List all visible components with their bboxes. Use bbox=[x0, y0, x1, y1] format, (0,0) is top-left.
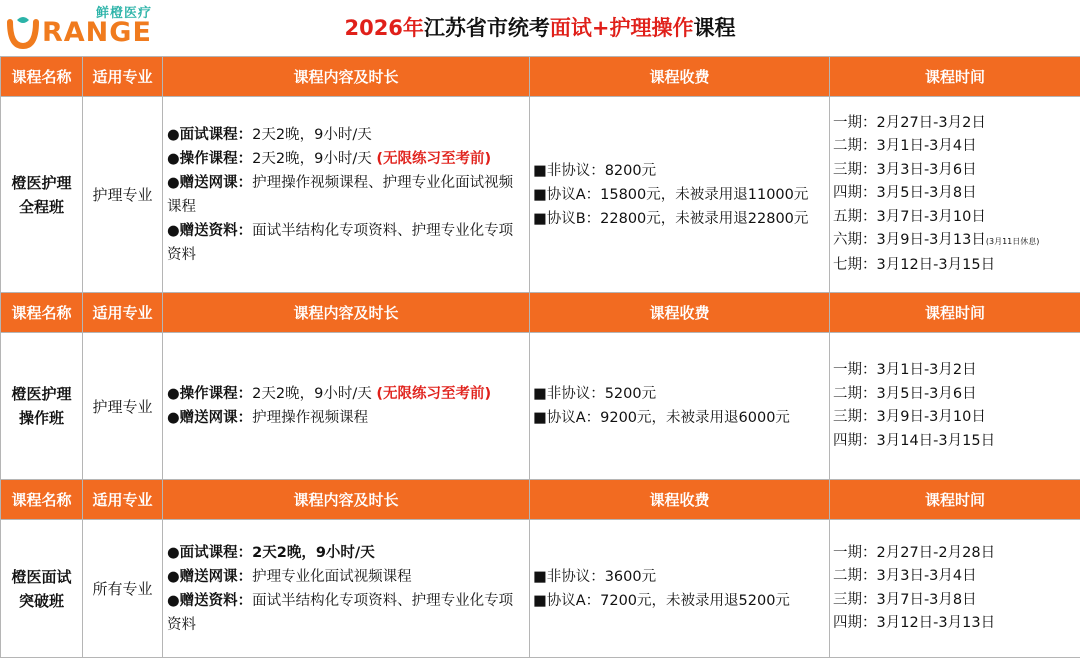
content-practice: ●操作课程：2天2晚，9小时/天 (无限练习至考前) bbox=[167, 150, 492, 167]
course-name: 橙医面试 突破班 bbox=[1, 520, 83, 658]
content-material: ●赠送资料：面试半结构化专项资料、护理专业化专项资料 bbox=[167, 592, 514, 633]
content-interview: ●面试课程：2天2晚，9小时/天 bbox=[167, 544, 375, 561]
header-content: 课程内容及时长 bbox=[163, 480, 530, 520]
header-major: 适用专业 bbox=[83, 480, 163, 520]
content-interview: ●面试课程：2天2晚，9小时/天 bbox=[167, 126, 372, 143]
course-schedule: 一期：2月27日-3月2日 二期：3月1日-3月4日 三期：3月3日-3月6日 四期：3月5日-3月8日 五期：3月7日-3月10日 六期：3月9日-3月13日(3月11日休息) 七期：3月12日-3月15日 bbox=[830, 97, 1080, 293]
course-major: 护理专业 bbox=[83, 333, 163, 480]
course-name: 橙医护理 全程班 bbox=[1, 97, 83, 293]
content-online: ●赠送网课：护理操作视频课程 bbox=[167, 410, 369, 426]
header-schedule: 课程时间 bbox=[830, 293, 1080, 333]
course-major: 所有专业 bbox=[83, 520, 163, 658]
header-content: 课程内容及时长 bbox=[163, 293, 530, 333]
course-name: 橙医护理 操作班 bbox=[1, 333, 83, 480]
page-header bbox=[0, 0, 1080, 56]
brand-name: RANGE bbox=[42, 17, 152, 48]
brand-subtitle: 鲜橙医疗 bbox=[96, 6, 153, 21]
course-schedule: 一期：3月1日-3月2日 二期：3月5日-3月6日 三期：3月9日-3月10日 四期：3月14日-3月15日 bbox=[830, 333, 1080, 480]
table-header-row bbox=[1, 480, 1080, 520]
header-schedule: 课程时间 bbox=[830, 480, 1080, 520]
content-online: ●赠送网课：护理操作视频课程、护理专业化面试视频课程 bbox=[167, 174, 514, 215]
course-content bbox=[163, 520, 530, 658]
header-course-name: 课程名称 bbox=[1, 480, 83, 520]
schedule-note: (3月11日休息) bbox=[985, 237, 1040, 247]
header-schedule: 课程时间 bbox=[830, 57, 1080, 97]
header-fee: 课程收费 bbox=[530, 293, 830, 333]
title-year: 2026年 bbox=[344, 16, 424, 40]
table-row bbox=[1, 333, 1080, 480]
course-table bbox=[0, 56, 1080, 658]
title-region: 江苏省市统考 bbox=[423, 16, 550, 40]
content-material: ●赠送资料：面试半结构化专项资料、护理专业化专项资料 bbox=[167, 222, 514, 263]
course-content bbox=[163, 97, 530, 293]
content-practice: ●操作课程：2天2晚，9小时/天 (无限练习至考前) bbox=[167, 386, 492, 402]
course-content bbox=[163, 333, 530, 480]
table-header-row bbox=[1, 57, 1080, 97]
table-row bbox=[1, 520, 1080, 658]
table-row bbox=[1, 97, 1080, 293]
content-online: ●赠送网课：护理专业化面试视频课程 bbox=[167, 568, 412, 585]
course-fee: ■非协议：8200元 ■协议A：15800元，未被录用退11000元 ■协议B：22800元，未被录用退22800元 bbox=[530, 97, 830, 293]
page-title bbox=[0, 14, 1080, 42]
course-fee: ■非协议：5200元 ■协议A：9200元，未被录用退6000元 bbox=[530, 333, 830, 480]
header-major: 适用专业 bbox=[83, 293, 163, 333]
title-suffix: 课程 bbox=[693, 16, 736, 40]
header-fee: 课程收费 bbox=[530, 480, 830, 520]
header-course-name: 课程名称 bbox=[1, 293, 83, 333]
header-fee: 课程收费 bbox=[530, 57, 830, 97]
header-course-name: 课程名称 bbox=[1, 57, 83, 97]
header-content: 课程内容及时长 bbox=[163, 57, 530, 97]
course-major: 护理专业 bbox=[83, 97, 163, 293]
title-highlight: 面试+护理操作 bbox=[549, 16, 694, 40]
course-fee: ■非协议：3600元 ■协议A：7200元，未被录用退5200元 bbox=[530, 520, 830, 658]
course-schedule: 一期：2月27日-2月28日 二期：3月3日-3月4日 三期：3月7日-3月8日 四期：3月12日-3月13日 bbox=[830, 520, 1080, 658]
header-major: 适用专业 bbox=[83, 57, 163, 97]
table-header-row bbox=[1, 293, 1080, 333]
